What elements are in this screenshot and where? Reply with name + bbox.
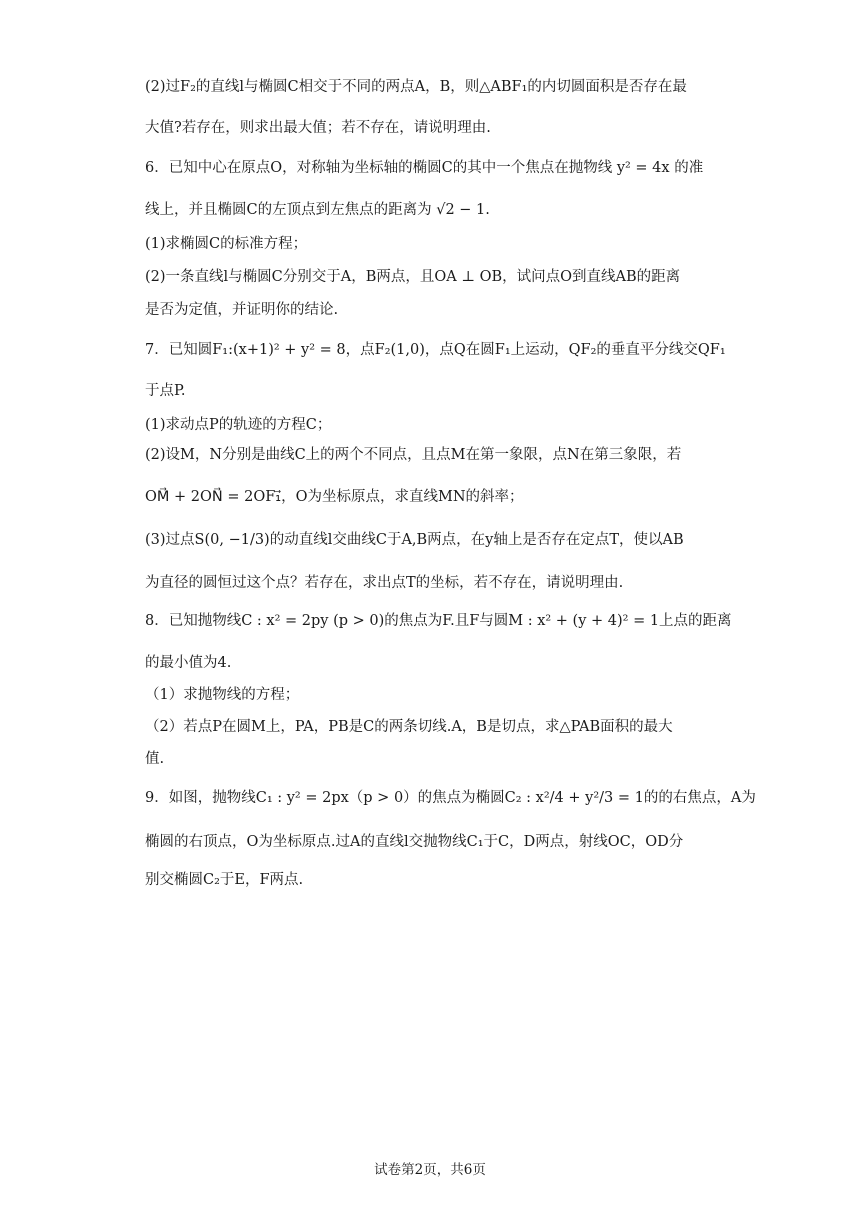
- problem-7-part-1: (1)求动点P的轨迹的方程C；: [145, 417, 332, 433]
- problem-8-line-1: 8．已知抛物线C : x² = 2py (p > 0)的焦点为F.且F与圆M : x² + (y + 4)² = 1上点的距离: [145, 613, 732, 629]
- problem-7-part-2-line-1: (2)设M，N分别是曲线C上的两个不同点，且点M在第一象限，点N在第三象限，若: [145, 447, 682, 463]
- problem-6-part-2-line-1: (2)一条直线l与椭圆C分别交于A，B两点，且OA ⊥ OB，试问点O到直线AB的距离: [145, 269, 681, 285]
- problem-9-line-1: 9．如图，抛物线C₁ : y² = 2px（p > 0）的焦点为椭圆C₂ : x²/4 + y²/3 = 1的的右焦点，A为: [145, 790, 756, 806]
- problem-8-part-2-line-2: 值.: [145, 751, 165, 767]
- problem-8-line-2: 的最小值为4.: [145, 655, 232, 671]
- problem-5-part-2-line-2: 大值?若存在，则求出最大值；若不存在，请说明理由.: [145, 120, 491, 136]
- problem-6-part-1: (1)求椭圆C的标准方程；: [145, 236, 308, 252]
- problem-5-part-2-line-1: (2)过F₂的直线l与椭圆C相交于不同的两点A，B，则△ABF₁的内切圆面积是否存在最: [145, 79, 687, 95]
- problem-6-part-2-line-2: 是否为定值，并证明你的结论.: [145, 302, 339, 318]
- problem-7-line-1: 7．已知圆F₁:(x+1)² + y² = 8，点F₂(1,0)，点Q在圆F₁上运动，QF₂的垂直平分线交QF₁: [145, 342, 726, 358]
- problem-7-line-2: 于点P.: [145, 383, 186, 399]
- problem-6-line-1: 6．已知中心在原点O，对称轴为坐标轴的椭圆C的其中一个焦点在抛物线 y² = 4x 的准: [145, 160, 704, 176]
- problem-6-line-2: 线上，并且椭圆C的左顶点到左焦点的距离为 √2 − 1.: [145, 202, 490, 218]
- problem-8-part-2-line-1: （2）若点P在圆M上，PA，PB是C的两条切线.A，B是切点，求△PAB面积的最大: [145, 719, 673, 735]
- problem-7-part-3-line-2: 为直径的圆恒过这个点？若存在，求出点T的坐标，若不存在，请说明理由.: [145, 575, 624, 591]
- page-footer: 试卷第2页，共6页: [374, 1162, 486, 1178]
- problem-7-part-3-line-1: (3)过点S(0, −1/3)的动直线l交曲线C于A,B两点，在y轴上是否存在定点T，使以AB: [145, 532, 684, 548]
- problem-7-part-2-line-2: OM⃗ + 2ON⃗ = 2OF₁⃗，O为坐标原点，求直线MN的斜率；: [145, 489, 524, 505]
- problem-8-part-1: （1）求抛物线的方程；: [145, 687, 300, 703]
- problem-9-line-3: 别交椭圆C₂于E，F两点.: [145, 872, 304, 888]
- problem-9-line-2: 椭圆的右顶点，O为坐标原点.过A的直线l交抛物线C₁于C，D两点，射线OC，OD分: [145, 834, 684, 850]
